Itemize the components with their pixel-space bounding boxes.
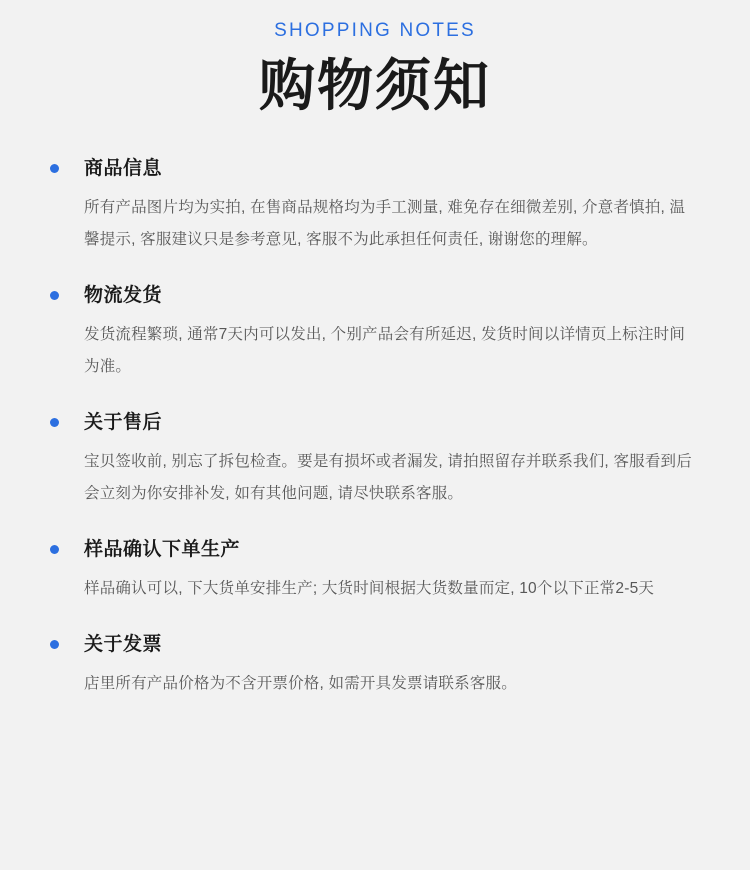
page-header <box>0 0 750 121</box>
page-title: 购物须知 <box>259 53 491 117</box>
note-body: 店里所有产品价格为不含开票价格, 如需开具发票请联系客服。 <box>84 675 517 693</box>
note-body: 宝贝签收前, 别忘了拆包检查。要是有损坏或者漏发, 请拍照留存并联系我们, 客服看到后会立刻为你安排补发, 如有其他问题, 请尽快联系客服。 <box>84 453 692 502</box>
list-item <box>42 536 708 605</box>
note-body: 样品确认可以, 下大货单安排生产; 大货时间根据大货数量而定, 10个以下正常2-5天 <box>84 580 655 598</box>
note-body: 发货流程繁琐, 通常7天内可以发出, 个别产品会有所延迟, 发货时间以详情页上标注时间为准。 <box>84 326 686 375</box>
list-item <box>42 631 708 700</box>
bullet-icon <box>50 418 59 427</box>
list-item <box>42 409 708 510</box>
bullet-icon <box>50 291 59 300</box>
note-body: 所有产品图片均为实拍, 在售商品规格均为手工测量, 难免存在细微差别, 介意者慎拍, 温馨提示, 客服建议只是参考意见, 客服不为此承担任何责任, 谢谢您的理解。 <box>84 199 686 248</box>
bullet-icon <box>50 640 59 649</box>
page-eyebrow: SHOPPING NOTES <box>274 20 476 41</box>
note-title: 物流发货 <box>84 284 163 306</box>
notes-list <box>0 155 750 701</box>
note-title: 样品确认下单生产 <box>84 538 241 560</box>
bullet-icon <box>50 545 59 554</box>
bullet-icon <box>50 164 59 173</box>
list-item <box>42 282 708 383</box>
list-item <box>42 155 708 256</box>
note-title: 关于售后 <box>84 411 163 433</box>
note-title: 商品信息 <box>84 157 163 179</box>
note-title: 关于发票 <box>84 633 163 655</box>
